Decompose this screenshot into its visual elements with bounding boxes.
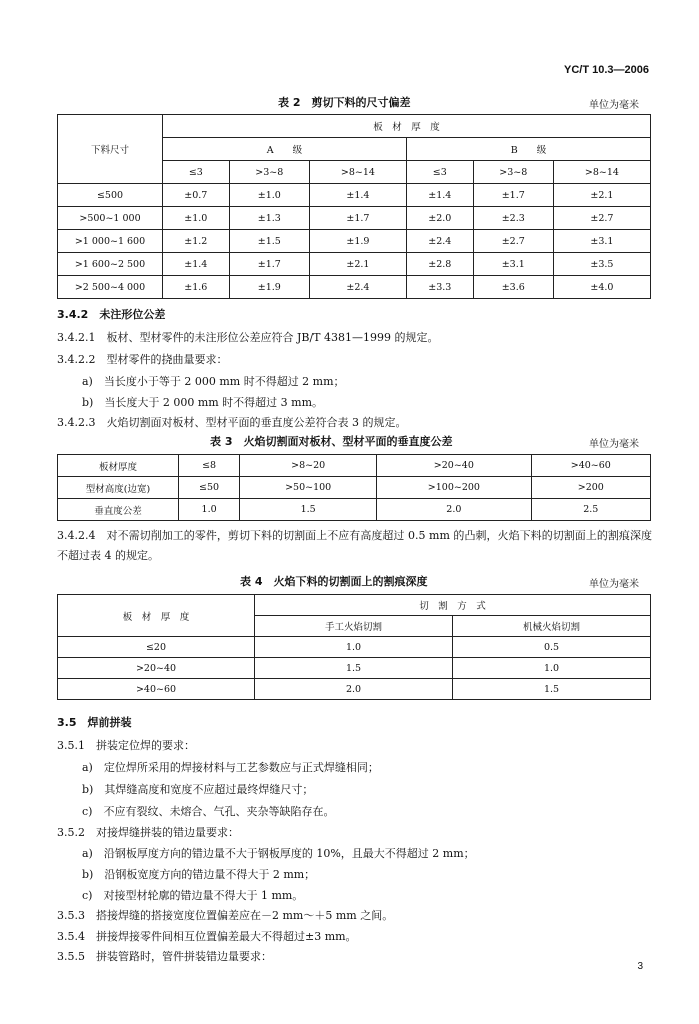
table-cell: ±1.6 xyxy=(163,276,230,299)
table-cell: ±3.5 xyxy=(553,253,650,276)
table2-group: 板 材 厚 度 xyxy=(163,115,651,138)
table4-unit: 单位为毫米 xyxy=(589,579,639,590)
table-cell: ±1.4 xyxy=(309,184,406,207)
table-cell: ±1.9 xyxy=(309,230,406,253)
section-3-5 xyxy=(57,714,132,730)
clause-3-5-5: 3.5.5 拼装管路时，管件拼装错边量要求： xyxy=(57,950,272,963)
table-cell: 1.5 xyxy=(255,658,453,679)
table-cell: 1.5 xyxy=(240,499,377,521)
section-heading: 3.4.2 未注形位公差 xyxy=(57,308,166,321)
table4-method: 手工火焰切割 xyxy=(255,616,453,637)
table-cell: >1 600~2 500 xyxy=(58,253,163,276)
table-cell: 1.0 xyxy=(255,637,453,658)
table-row xyxy=(58,637,651,658)
table2-grade-b: B 级 xyxy=(406,138,650,161)
section-heading: 3.5 焊前拼装 xyxy=(57,716,132,729)
clause-3-5-2: 3.5.2 对接焊缝拼装的错边量要求： xyxy=(57,826,239,839)
table-cell: >50~100 xyxy=(240,477,377,499)
table-cell: 2.0 xyxy=(377,499,531,521)
table-cell: >20~40 xyxy=(58,658,255,679)
table2-caption: 表 2 剪切下料的尺寸偏差 xyxy=(278,96,411,109)
table-cell: 1.0 xyxy=(453,658,651,679)
table-cell: ≤8 xyxy=(179,455,240,477)
clause-3-5-1-c: c) 不应有裂纹、未熔合、气孔、夹杂等缺陷存在。 xyxy=(82,805,335,818)
table-row xyxy=(58,679,651,700)
clause-3-5-2-c: c) 对接型材轮廓的错边量不得大于 1 mm。 xyxy=(82,889,304,902)
table-row xyxy=(58,276,651,299)
clause-3-5-3: 3.5.3 搭接焊缝的搭接宽度位置偏差应在－2 mm～＋5 mm 之间。 xyxy=(57,909,394,922)
clause-3-4-2-2: 3.4.2.2 型材零件的挠曲量要求： xyxy=(57,353,228,366)
clause-3-4-2-3: 3.4.2.3 火焰切割面对板材、型材平面的垂直度公差符合表 3 的规定。 xyxy=(57,416,407,429)
table-cell: >20~40 xyxy=(377,455,531,477)
clause-3-5-4: 3.5.4 拼接焊接零件间相互位置偏差最大不得超过±3 mm。 xyxy=(57,930,357,943)
standard-number: YC/T 10.3—2006 xyxy=(564,64,649,76)
table-cell: ≤50 xyxy=(179,477,240,499)
table-cell: ≤20 xyxy=(58,637,255,658)
page-number: 3 xyxy=(637,961,643,972)
clause-3-4-2-1: 3.4.2.1 板材、型材零件的未注形位公差应符合 JB/T 4381—1999 的规定。 xyxy=(57,331,439,344)
table3 xyxy=(57,454,651,521)
table-cell: ±1.9 xyxy=(229,276,309,299)
clause-3-4-2-2-b: b) 当长度大于 2 000 mm 时不得超过 3 mm。 xyxy=(82,396,324,409)
table2-thick: ≤3 xyxy=(163,161,230,184)
table-row xyxy=(58,230,651,253)
table-cell: ±2.0 xyxy=(406,207,473,230)
table-cell: ±2.4 xyxy=(309,276,406,299)
table-row xyxy=(58,658,651,679)
table-cell: ±1.4 xyxy=(163,253,230,276)
table-cell: ±1.7 xyxy=(473,184,553,207)
clause-3-5-2-a: a) 沿钢板厚度方向的错边量不大于钢板厚度的 10%，且最大不得超过 2 mm； xyxy=(82,847,475,860)
table2-thick: >3~8 xyxy=(473,161,553,184)
table-cell: ±3.1 xyxy=(473,253,553,276)
table-row xyxy=(58,499,651,521)
table-cell: ±3.6 xyxy=(473,276,553,299)
clause-3-5-1: 3.5.1 拼装定位焊的要求： xyxy=(57,739,195,752)
table-cell: ±1.3 xyxy=(229,207,309,230)
table-cell: ±1.7 xyxy=(229,253,309,276)
table4-head-col: 板 材 厚 度 xyxy=(58,595,255,637)
clause-3-5-2-b: b) 沿钢板宽度方向的错边量不得大于 2 mm； xyxy=(82,868,316,881)
clause-3-4-2-4: 3.4.2.4 对不需切削加工的零件，剪切下料的切割面上不应有高度超过 0.5 mm 的凸刺，火焰下料的切割面上的割痕深度不超过表 4 的规定。 xyxy=(57,529,652,562)
table-cell: ±3.3 xyxy=(406,276,473,299)
table-cell: ±1.0 xyxy=(229,184,309,207)
table-cell: ±1.5 xyxy=(229,230,309,253)
table-cell: 板材厚度 xyxy=(58,455,179,477)
table-cell: 型材高度(边宽) xyxy=(58,477,179,499)
table4 xyxy=(57,594,651,700)
table4-group: 切 割 方 式 xyxy=(255,595,651,616)
table-row xyxy=(58,207,651,230)
table-cell: ±2.1 xyxy=(309,253,406,276)
table-row xyxy=(58,455,651,477)
table-cell: 1.0 xyxy=(179,499,240,521)
clause-3-4-2-2-a: a) 当长度小于等于 2 000 mm 时不得超过 2 mm； xyxy=(82,375,345,388)
table4-caption: 表 4 火焰下料的切割面上的割痕深度 xyxy=(240,575,428,588)
table2 xyxy=(57,114,651,299)
table-cell: >2 500~4 000 xyxy=(58,276,163,299)
table2-head-col: 下料尺寸 xyxy=(58,115,163,184)
table-cell: 0.5 xyxy=(453,637,651,658)
table4-method: 机械火焰切割 xyxy=(453,616,651,637)
table3-unit: 单位为毫米 xyxy=(589,439,639,450)
table-cell: 1.5 xyxy=(453,679,651,700)
table-cell: >1 000~1 600 xyxy=(58,230,163,253)
table-cell: ±1.4 xyxy=(406,184,473,207)
table-cell: 2.0 xyxy=(255,679,453,700)
table2-thick: >8~14 xyxy=(309,161,406,184)
clause-3-5-1-a: a) 定位焊所采用的焊接材料与工艺参数应与正式焊缝相同； xyxy=(82,761,379,774)
table-cell: ±2.1 xyxy=(553,184,650,207)
table-cell: ±2.3 xyxy=(473,207,553,230)
table-cell: >8~20 xyxy=(240,455,377,477)
table-cell: >500~1 000 xyxy=(58,207,163,230)
table2-thick: >3~8 xyxy=(229,161,309,184)
section-3-4-2 xyxy=(57,306,165,322)
table-cell: ±1.2 xyxy=(163,230,230,253)
table-cell: >100~200 xyxy=(377,477,531,499)
table-cell: >40~60 xyxy=(531,455,650,477)
table-cell: 垂直度公差 xyxy=(58,499,179,521)
table2-grade-a: A 级 xyxy=(163,138,407,161)
table-cell: ±3.1 xyxy=(553,230,650,253)
clause-3-5-1-b: b) 其焊缝高度和宽度不应超过最终焊缝尺寸； xyxy=(82,783,314,796)
table-cell: ≤500 xyxy=(58,184,163,207)
table-row xyxy=(58,184,651,207)
table-cell: ±0.7 xyxy=(163,184,230,207)
table-row xyxy=(58,253,651,276)
table3-caption: 表 3 火焰切割面对板材、型材平面的垂直度公差 xyxy=(210,435,453,448)
table-cell: >200 xyxy=(531,477,650,499)
table-row xyxy=(58,477,651,499)
table2-unit: 单位为毫米 xyxy=(589,100,639,111)
table-cell: >40~60 xyxy=(58,679,255,700)
table-cell: ±2.8 xyxy=(406,253,473,276)
table-cell: ±1.7 xyxy=(309,207,406,230)
table-cell: ±2.7 xyxy=(473,230,553,253)
table2-thick: ≤3 xyxy=(406,161,473,184)
table-cell: ±1.0 xyxy=(163,207,230,230)
table2-thick: >8~14 xyxy=(553,161,650,184)
table-cell: 2.5 xyxy=(531,499,650,521)
table-cell: ±2.4 xyxy=(406,230,473,253)
table-cell: ±2.7 xyxy=(553,207,650,230)
table-cell: ±4.0 xyxy=(553,276,650,299)
